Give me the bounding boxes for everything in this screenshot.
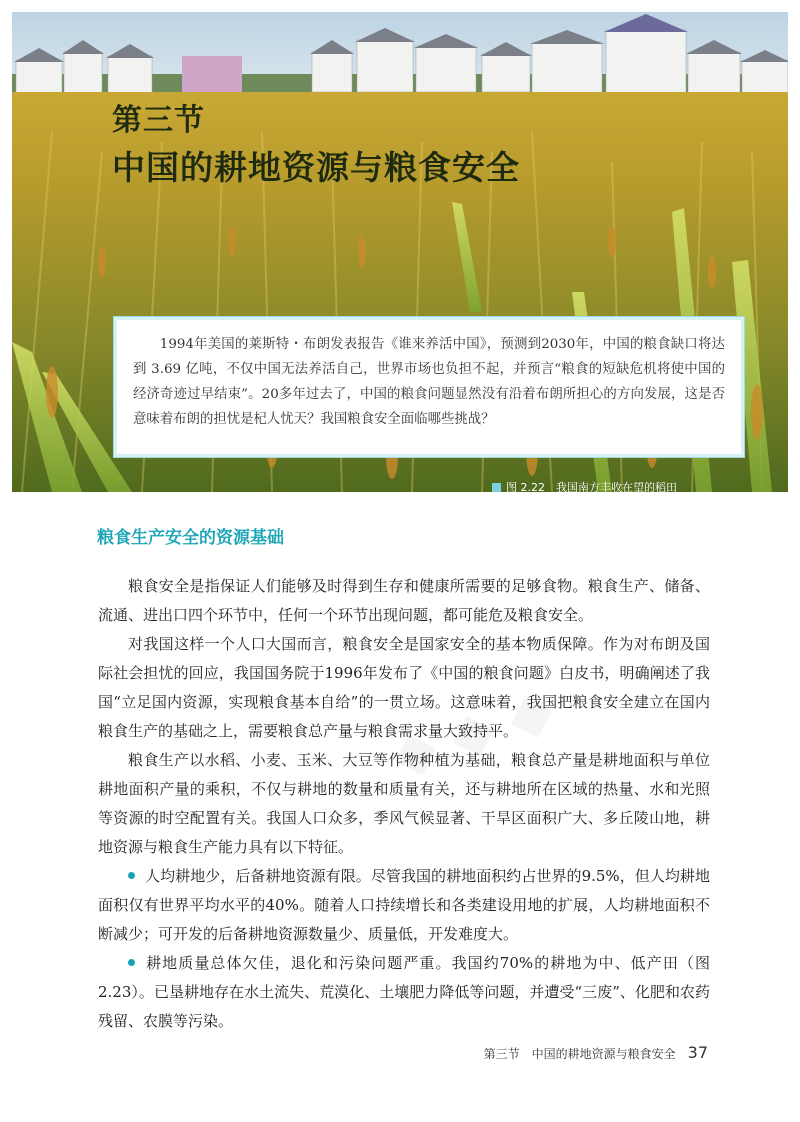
subsection-heading: 粮食生产安全的资源基础 [97,528,284,548]
body-content [98,572,710,1036]
bullet-dot-icon [128,959,135,966]
bullet-paragraph-1 [98,862,710,949]
page-footer [484,1043,708,1062]
body-paragraph-2: 对我国这样一个人口大国而言，粮食安全是国家安全的基本物质保障。作为对布朗及国际社会担忧的回应，我国国务院于1996年发布了《中国的粮食问题》白皮书，明确阐述了我国“立足国内资源，实现粮食基本自给”的一贯立场。这意味着，我国把粮食安全建立在国内粮食生产的基础之上，需要粮食总产量与粮食需求量大致持平。 [98,635,710,740]
rice-field-photo [12,12,788,492]
body-paragraph-3: 粮食生产以水稻、小麦、玉米、大豆等作物种植为基础，粮食总产量是耕地面积与单位耕地面积产量的乘积，不仅与耕地的数量和质量有关，还与耕地所在区域的热量、水和光照等资源的时空配置有关。我国人口众多，季风气候显著、干旱区面积广大、多丘陵山地，耕地资源与粮食生产能力具有以下特征。 [98,751,710,856]
intro-text: 1994年美国的莱斯特・布朗发表报告《谁来养活中国》，预测到2030年，中国的粮食缺口将达到 3.69 亿吨，不仅中国无法养活自己，世界市场也负担不起，并预言“粮食的短缺危机将使中国的经济奇迹过早结束”。20多年过去了，中国的粮食问题显然没有沿着布朗所担心的方向发展，这是否意味着布朗的担忧是杞人忧天？我国粮食安全面临哪些挑战？ [133,337,725,427]
figure-caption-text: 图 2.22 我国南方丰收在望的稻田 [506,481,677,492]
section-number: 第三节 [112,103,205,138]
page-number: 37 [687,1043,708,1062]
bullet-text-2: 耕地质量总体欠佳，退化和污染问题严重。我国约70%的耕地为中、低产田（图2.23）。已垦耕地存在水土流失、荒漠化、土壤肥力降低等问题，并遭受“三废”、化肥和农药残留、农膜等污染。 [98,954,710,1030]
bullet-text-1: 人均耕地少，后备耕地资源有限。尽管我国的耕地面积约占世界的9.5%，但人均耕地面积仅有世界平均水平的40%。随着人口持续增长和各类建设用地的扩展，人均耕地面积不断减少；可开发的后备耕地资源数量少、质量低，开发难度大。 [98,867,710,943]
section-title: 中国的耕地资源与粮食安全 [112,148,520,187]
caption-marker-icon [492,483,501,492]
bullet-paragraph-2 [98,949,710,1036]
bullet-dot-icon [128,872,135,879]
figure-caption [492,479,677,492]
running-title: 第三节 中国的耕地资源与粮食安全 [483,1047,676,1061]
intro-box [114,317,744,457]
body-paragraph-1: 粮食安全是指保证人们能够及时得到生存和健康所需要的足够食物。粮食生产、储备、流通、进出口四个环节中，任何一个环节出现问题，都可能危及粮食安全。 [98,577,710,624]
